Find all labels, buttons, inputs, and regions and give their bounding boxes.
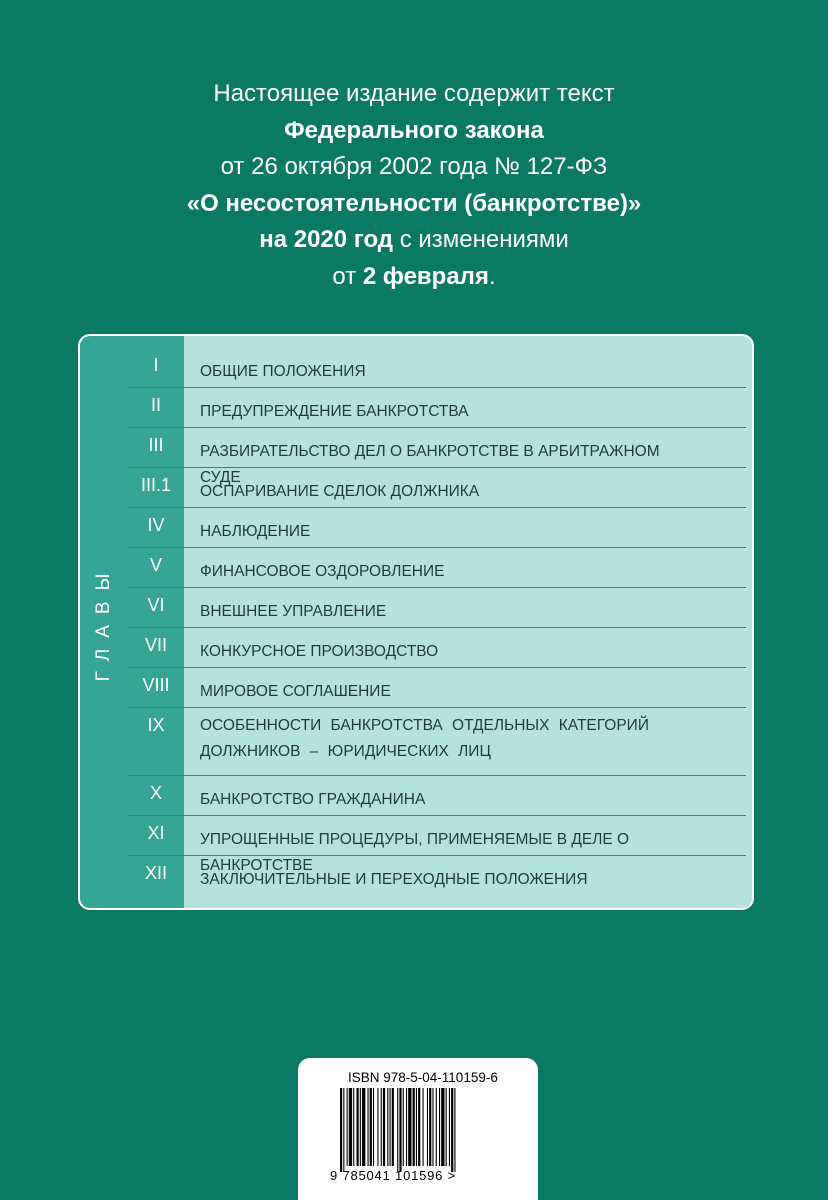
chapter-number: IX [147, 715, 165, 735]
intro-from: от [332, 262, 363, 290]
intro-changes: с изменениями [393, 226, 569, 253]
intro-year: на 2020 год [259, 226, 394, 253]
chapter-number: V [149, 555, 162, 575]
intro-line-1: Настоящее издание содержит текст [213, 80, 615, 107]
chapter-title: УПРОЩЕННЫЕ ПРОЦЕДУРЫ, ПРИМЕНЯЕМЫЕ В ДЕЛЕ О БАНКРОТСТВЕ [200, 831, 630, 874]
chapter-title: РАЗБИРАТЕЛЬСТВО ДЕЛ О БАНКРОТСТВЕ В АРБИТРАЖНОМ СУДЕ [200, 443, 660, 486]
chapter-title: ВНЕШНЕЕ УПРАВЛЕНИЕ [200, 603, 387, 620]
chapter-number: I [153, 355, 159, 375]
chapter-row [128, 588, 752, 628]
chapter-title: КОНКУРСНОЕ ПРОИЗВОДСТВО [200, 643, 439, 660]
chapter-title: ОСОБЕННОСТИ БАНКРОТСТВА ОТДЕЛЬНЫХ КАТЕГОРИЙ ДОЛЖНИКОВ – ЮРИДИЧЕСКИХ ЛИЦ [200, 717, 649, 760]
intro-text [0, 76, 828, 295]
barcode-digits: 9 785041 101596 > [330, 1168, 457, 1183]
intro-line-2: Федерального закона [284, 116, 544, 144]
chapter-title: МИРОВОЕ СОГЛАШЕНИЕ [200, 683, 391, 700]
chapters-side-label: ГЛАВЫ [93, 562, 114, 682]
intro-line-4: «О несостоятельности (банкротстве)» [186, 189, 642, 217]
chapter-number: VI [147, 595, 165, 615]
intro-line-6 [0, 259, 828, 296]
chapter-row [128, 348, 752, 388]
chapter-number: II [150, 395, 161, 415]
chapter-number: X [149, 783, 162, 803]
isbn-label: ISBN 978-5-04-110159-6 [348, 1070, 498, 1085]
intro-line-3: от 26 октября 2002 года № 127-ФЗ [220, 153, 608, 180]
chapter-row [128, 628, 752, 668]
isbn-box [298, 1058, 538, 1200]
chapter-title: ОСПАРИВАНИЕ СДЕЛОК ДОЛЖНИКА [200, 483, 480, 500]
intro-line-5 [0, 222, 828, 259]
chapter-title: ПРЕДУПРЕЖДЕНИЕ БАНКРОТСТВА [200, 403, 469, 420]
chapter-title: НАБЛЮДЕНИЕ [200, 523, 311, 540]
chapter-number: VIII [142, 675, 170, 695]
chapter-row [128, 468, 752, 508]
chapter-number: VII [144, 635, 167, 655]
chapter-number: IV [147, 515, 165, 535]
chapter-number: XII [144, 863, 167, 883]
chapter-title: ОБЩИЕ ПОЛОЖЕНИЯ [200, 363, 366, 380]
chapter-row [128, 668, 752, 708]
chapter-row [128, 548, 752, 588]
chapter-title: ЗАКЛЮЧИТЕЛЬНЫЕ И ПЕРЕХОДНЫЕ ПОЛОЖЕНИЯ [200, 871, 588, 888]
chapter-title: БАНКРОТСТВО ГРАЖДАНИНА [200, 791, 426, 808]
chapters-panel [78, 334, 754, 910]
chapter-row [128, 856, 752, 896]
chapter-title: ФИНАНСОВОЕ ОЗДОРОВЛЕНИЕ [200, 563, 445, 580]
chapter-row [128, 508, 752, 548]
intro-date: 2 февраля [362, 262, 489, 290]
chapter-number: XI [147, 823, 165, 843]
chapter-row [128, 776, 752, 816]
chapter-row [128, 388, 752, 428]
chapter-list [128, 348, 752, 896]
chapter-number: III.1 [140, 475, 171, 495]
chapters-side-strip [80, 336, 128, 908]
chapter-number: III [148, 435, 164, 455]
chapter-row [128, 708, 752, 776]
intro-period: . [488, 262, 496, 290]
